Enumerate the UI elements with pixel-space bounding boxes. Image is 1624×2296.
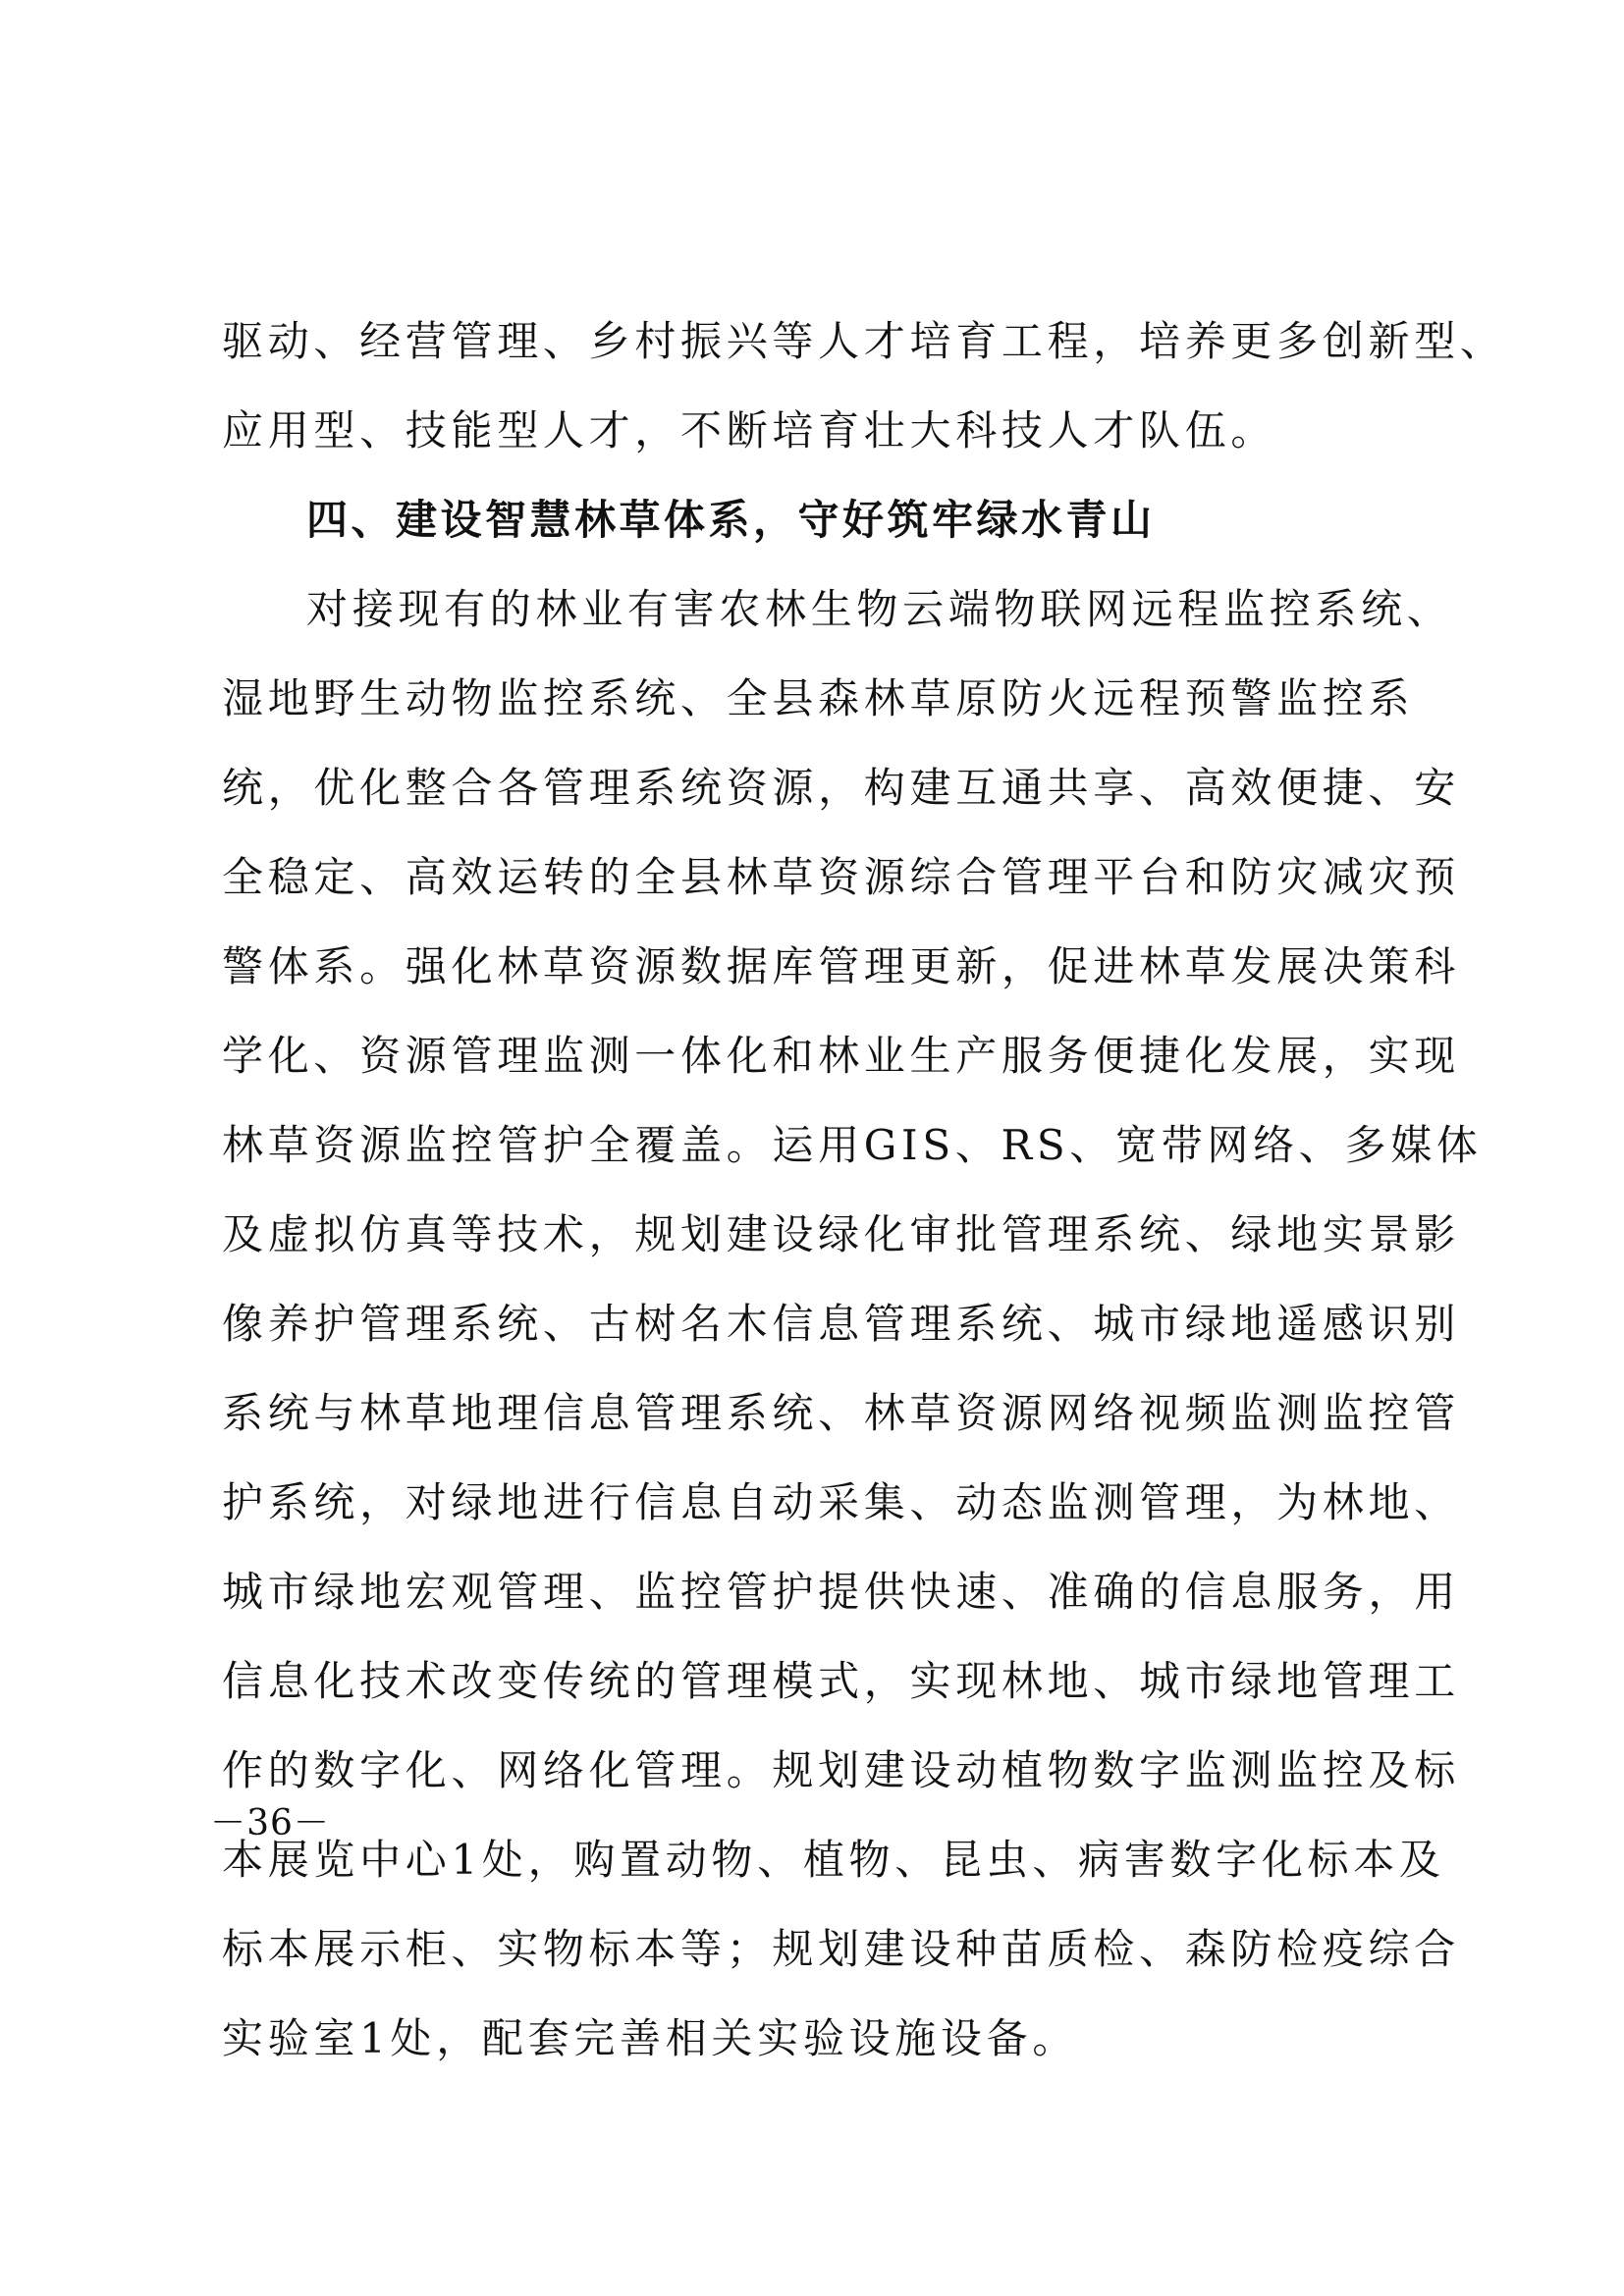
paragraph-line: 湿地野生动物监控系统、全县森林草原防火远程预警监控系 bbox=[222, 674, 1415, 722]
paragraph-line: 信息化技术改变传统的管理模式，实现林地、城市绿地管理工 bbox=[222, 1657, 1460, 1705]
paragraph-line: 警体系。强化林草资源数据库管理更新，促进林草发展决策科 bbox=[222, 942, 1460, 990]
section-heading: 四、建设智慧林草体系，守好筑牢绿水青山 bbox=[306, 496, 1156, 544]
page-number: －36－ bbox=[210, 1803, 330, 1843]
paragraph-line: 作的数字化、网络化管理。规划建设动植物数字监测监控及标 bbox=[222, 1746, 1460, 1794]
paragraph-line: 护系统，对绿地进行信息自动采集、动态监测管理，为林地、 bbox=[222, 1478, 1460, 1526]
paragraph-line: 全稳定、高效运转的全县林草资源综合管理平台和防灾减灾预 bbox=[222, 853, 1460, 901]
paragraph-line: 像养护管理系统、古树名木信息管理系统、城市绿地遥感识别 bbox=[222, 1300, 1460, 1348]
paragraph-line: 及虚拟仿真等技术，规划建设绿化审批管理系统、绿地实景影 bbox=[222, 1210, 1460, 1258]
paragraph-line: 系统与林草地理信息管理系统、林草资源网络视频监测监控管 bbox=[222, 1389, 1460, 1437]
paragraph-line: 对接现有的林业有害农林生物云端物联网远程监控系统、 bbox=[306, 585, 1453, 633]
paragraph-line: 林草资源监控管护全覆盖。运用GIS、RS、宽带网络、多媒体 bbox=[222, 1121, 1483, 1169]
paragraph-line: 标本展示柜、实物标本等；规划建设种苗质检、森防检疫综合 bbox=[222, 1925, 1460, 1973]
paragraph-line: 驱动、经营管理、乡村振兴等人才培育工程，培养更多创新型、 bbox=[222, 317, 1506, 365]
paragraph-line: 本展览中心1处，购置动物、植物、昆虫、病害数字化标本及 bbox=[222, 1836, 1445, 1884]
paragraph-line: 实验室1处，配套完善相关实验设施设备。 bbox=[222, 2014, 1079, 2062]
paragraph-line: 应用型、技能型人才，不断培育壮大科技人才队伍。 bbox=[222, 406, 1277, 454]
paragraph-line: 统，优化整合各管理系统资源，构建互通共享、高效便捷、安 bbox=[222, 764, 1460, 812]
paragraph-line: 学化、资源管理监测一体化和林业生产服务便捷化发展，实现 bbox=[222, 1032, 1460, 1080]
paragraph-line: 城市绿地宏观管理、监控管护提供快速、准确的信息服务，用 bbox=[222, 1568, 1460, 1616]
